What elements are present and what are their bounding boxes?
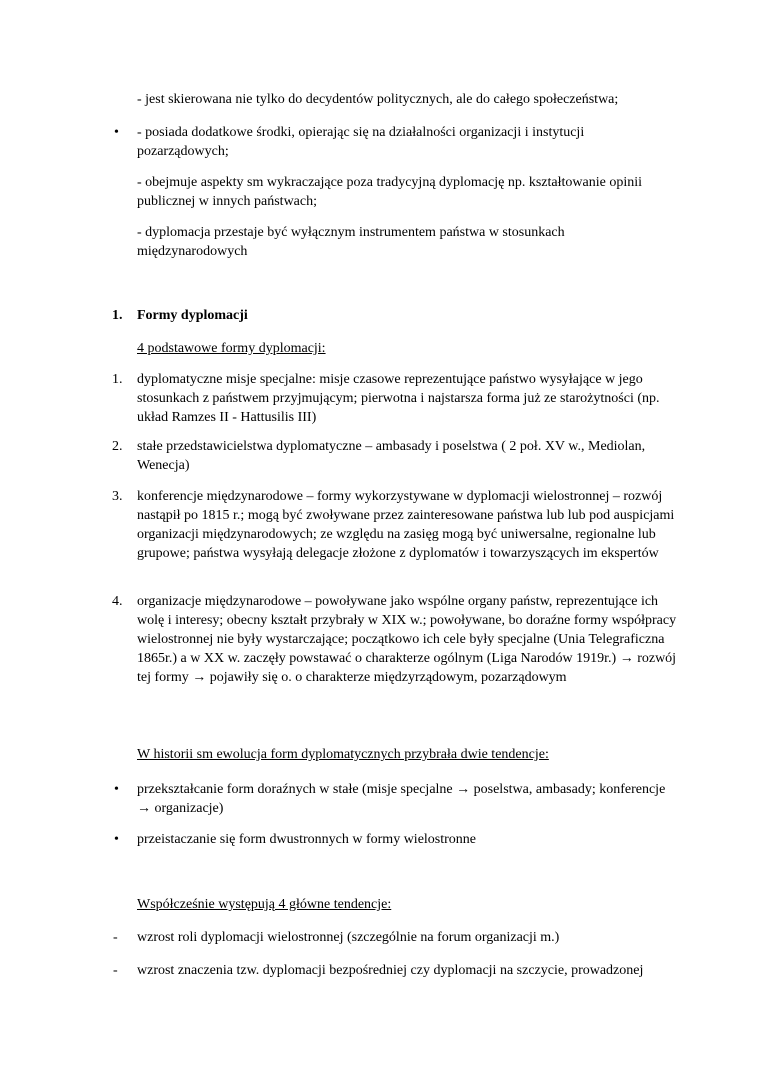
form-3-text: konferencje międzynarodowe – formy wykorzystywane w dyplomacji wielostronnej – rozwój nastąpił po 1815 r.; mogą być zwoływane przez zainteresowane państwa lub lub pod auspicjami organizacji międzynarodowych; ze względu na zasięg mogą być uniwersalne, regionalne lub grupowe; państwa wysyłają delegacje złożone z dyplomatów i towarzyszących im ekspertów — [137, 489, 675, 561]
form-2-text: stałe przedstawicielstwa dyplomatyczne – ambasady i poselstwa ( 2 poł. XV w., Mediolan, Wenecja) — [137, 439, 646, 473]
modern-item-1: wzrost roli dyplomacji wielostronnej (szczególnie na forum organizacji m.) — [137, 930, 560, 945]
dash-icon: - — [113, 963, 118, 978]
form-2-number: 2. — [112, 439, 123, 454]
dash-icon: - — [113, 930, 118, 945]
history-item-2: przeistaczanie się form dwustronnych w formy wielostronne — [137, 832, 477, 847]
modern-heading: Współcześnie występują 4 główne tendencje: — [137, 897, 392, 912]
bullet-icon: • — [114, 832, 119, 847]
intro-aspects-text: - obejmuje aspekty sm wykraczające poza tradycyjną dyplomację np. kształtowanie opinii publicznej w innych państwach; — [137, 175, 642, 209]
history-heading: W historii sm ewolucja form dyplomatycznych przybrała dwie tendencje: — [137, 747, 549, 762]
section-title: Formy dyplomacji — [137, 308, 248, 323]
form-4-text: organizacje międzynarodowe – powoływane jako wspólne organy państw, reprezentujące ich wolę i interesy; obecny kształt przybrały w XIX w.; powoływane, bo doraźne formy współpracy wielostronnej nie były wystarczające; początkowo ich cele były specjalne (Unia Telegraficzna 1865r.) a w XX w. zaczęły powstawać o charakterze ogólnym (Liga Narodów 1919r.) → rozwój tej formy → pojawiły się o. o charakterze międzyrządowym, pozarządowym — [137, 594, 677, 685]
form-1-number: 1. — [112, 372, 123, 387]
form-3-number: 3. — [112, 489, 123, 504]
form-4-number: 4. — [112, 594, 123, 609]
intro-instrument-text: - dyplomacja przestaje być wyłącznym instrumentem państwa w stosunkach międzynarodowych — [137, 225, 565, 259]
intro-dash-line: - jest skierowana nie tylko do decydentów politycznych, ale do całego społeczeństwa; — [137, 92, 619, 107]
intro-bullet-text: - posiada dodatkowe środki, opierając się na działalności organizacji i instytucji pozarządowych; — [137, 125, 585, 159]
modern-item-2: wzrost znaczenia tzw. dyplomacji bezpośredniej czy dyplomacji na szczycie, prowadzonej — [137, 963, 644, 978]
bullet-icon: • — [114, 782, 119, 797]
section-subtitle: 4 podstawowe formy dyplomacji: — [137, 341, 326, 356]
section-number: 1. — [112, 308, 123, 323]
history-item-1: przekształcanie form doraźnych w stałe (misje specjalne → poselstwa, ambasady; konferencje → organizacje) — [137, 782, 666, 816]
form-1-text: dyplomatyczne misje specjalne: misje czasowe reprezentujące państwo wysyłające w jego stosunkach z państwem przyjmującym; pierwotna i najstarsza forma już ze starożytności (np. układ Ramzes II - Hattusilis III) — [137, 372, 660, 425]
bullet-icon: • — [114, 125, 119, 140]
